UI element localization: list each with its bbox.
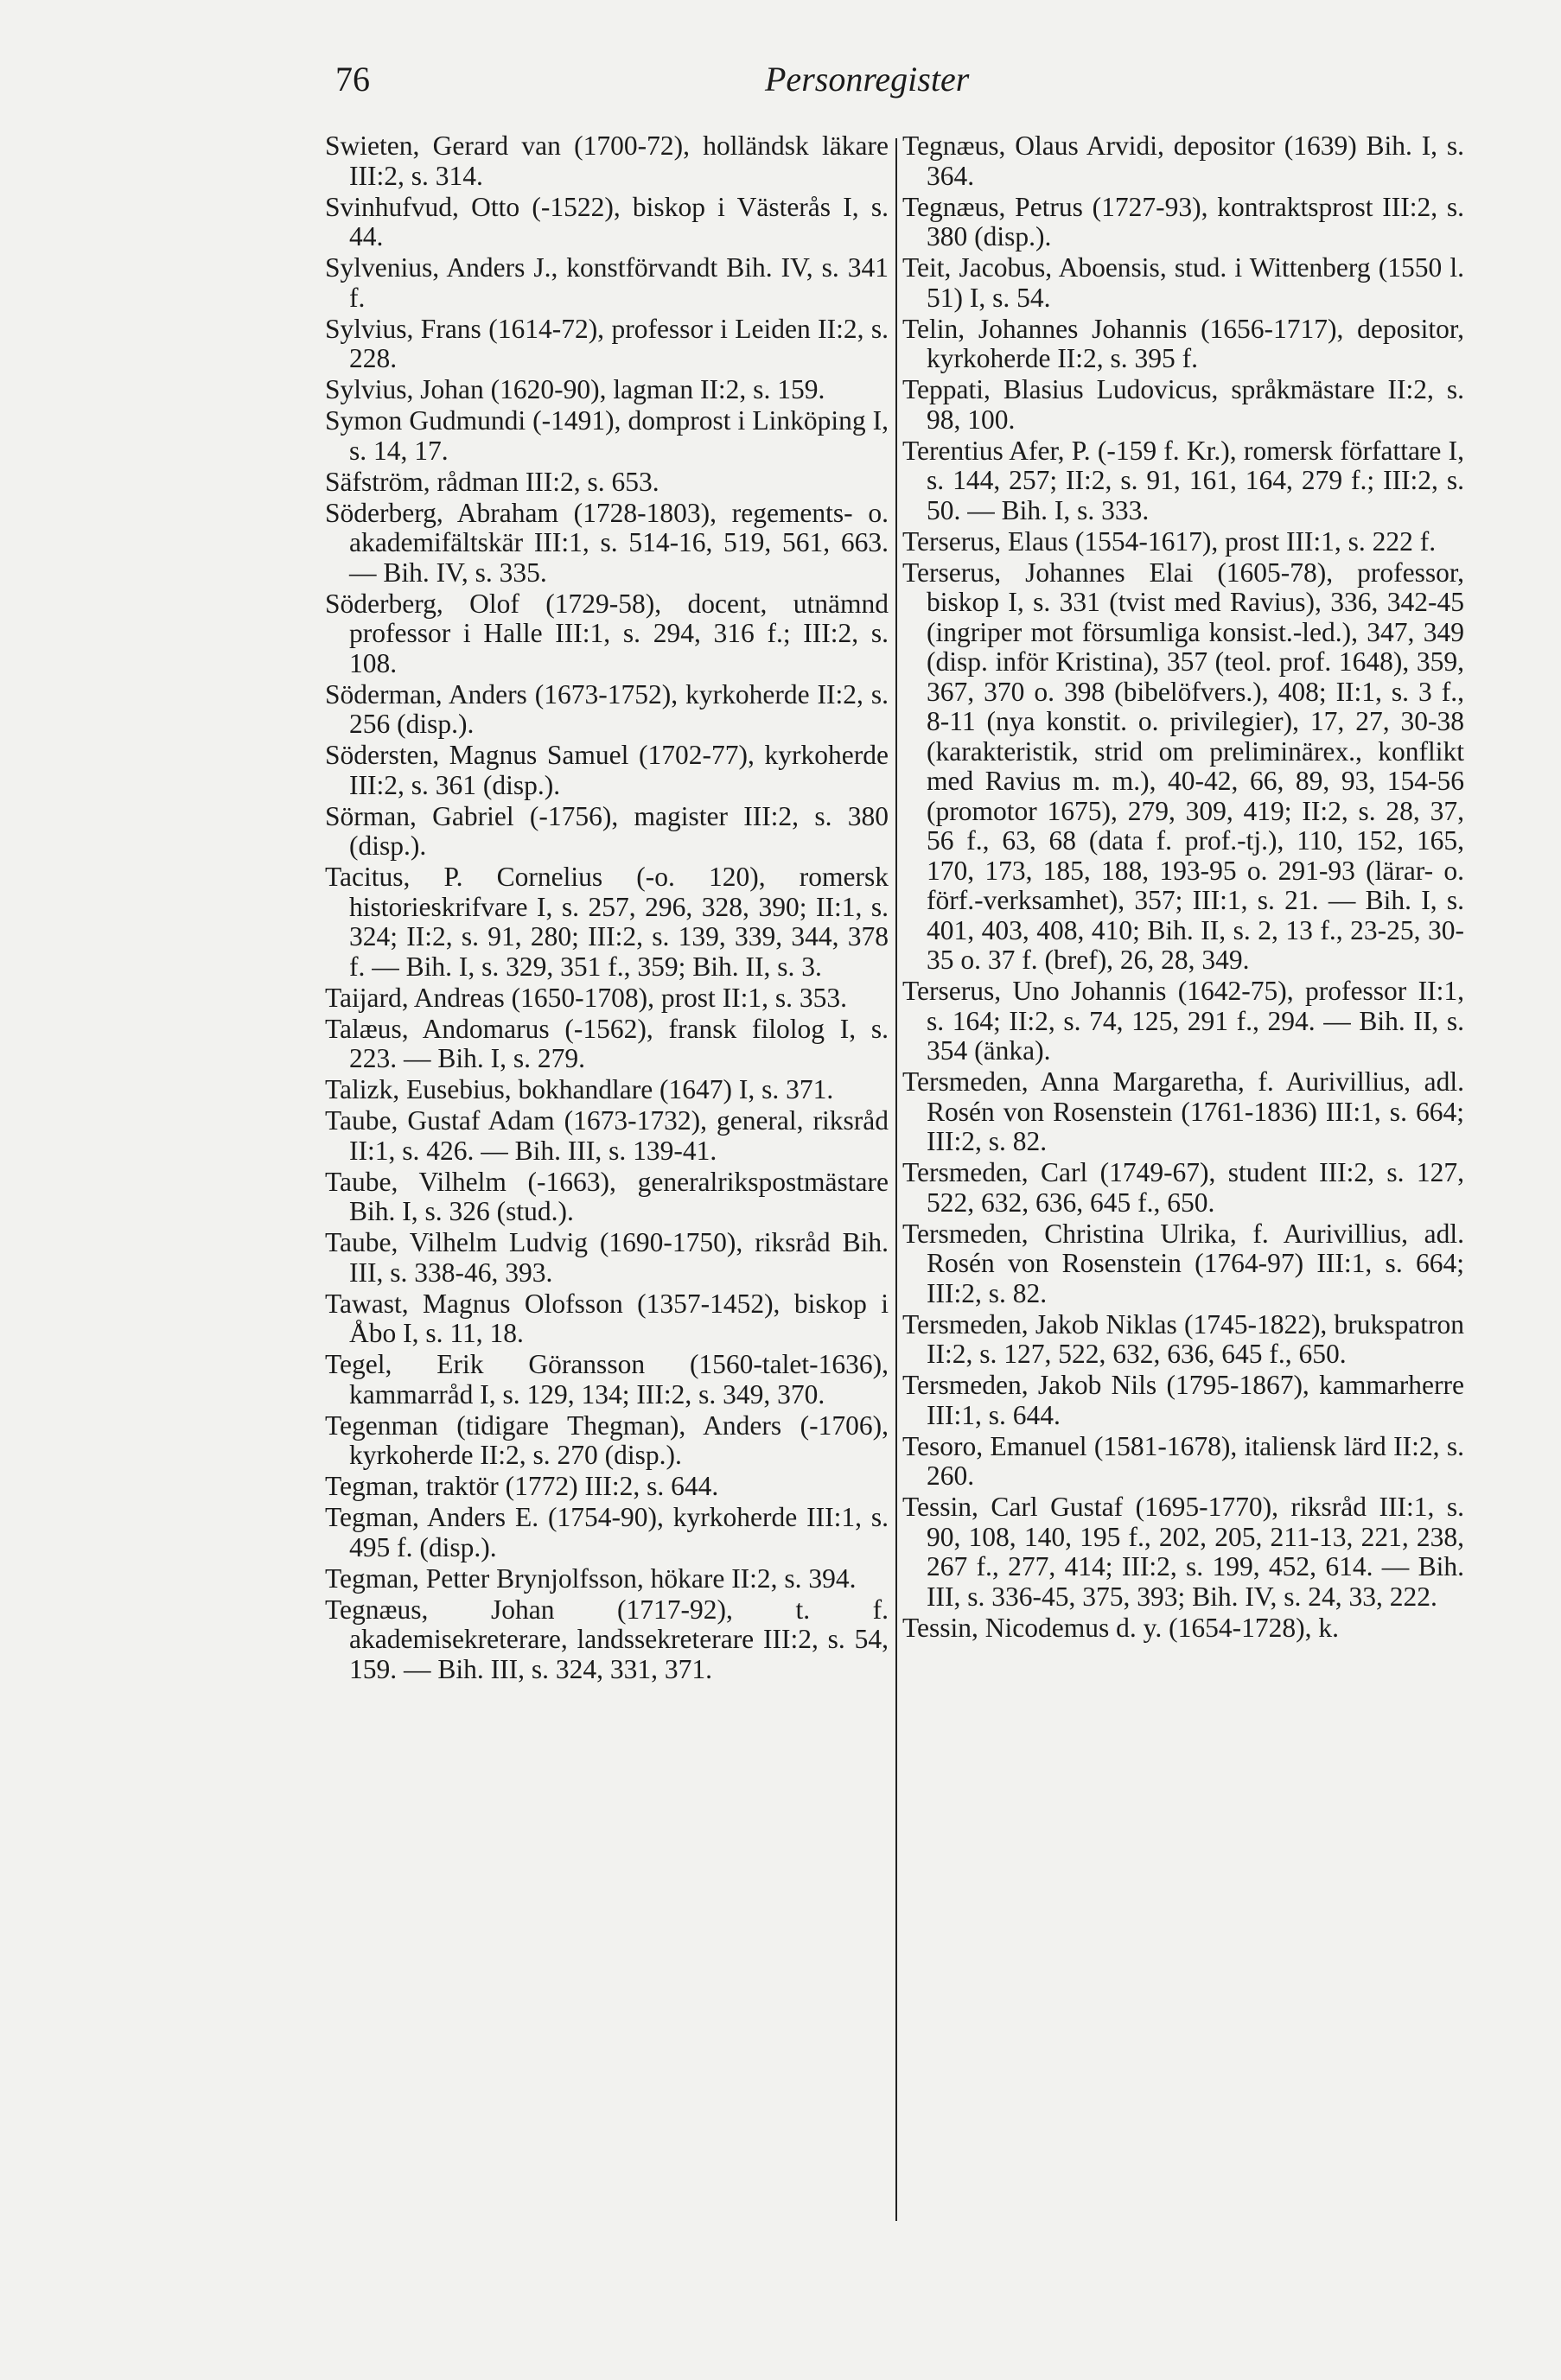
- register-entry: Södersten, Magnus Samuel (1702-77), kyrkoherde III:2, s. 361 (disp.).: [325, 740, 889, 800]
- register-entry: Söderberg, Abraham (1728-1803), regements- o. akademifältskär III:1, s. 514-16, 519, 561, 663. — Bih. IV, s. 335.: [325, 497, 889, 588]
- register-entry: Tersmeden, Jakob Niklas (1745-1822), brukspatron II:2, s. 127, 522, 632, 636, 645 f., 650.: [902, 1308, 1464, 1369]
- register-entry: Taube, Gustaf Adam (1673-1732), general, riksråd II:1, s. 426. — Bih. III, s. 139-41.: [325, 1105, 889, 1166]
- register-entry: Tersmeden, Carl (1749-67), student III:2, s. 127, 522, 632, 636, 645 f., 650.: [902, 1157, 1464, 1218]
- page-number: 76: [335, 60, 370, 99]
- register-entry: Sylvius, Johan (1620-90), lagman II:2, s. 159.: [325, 374, 825, 404]
- register-entry: Tegman, Petter Brynjolfsson, hökare II:2, s. 394.: [325, 1562, 857, 1594]
- register-entry: Svinhufvud, Otto (-1522), biskop i Västerås I, s. 44.: [325, 191, 889, 251]
- register-entry: Swieten, Gerard van (1700-72), holländsk läkare III:2, s. 314.: [325, 130, 889, 191]
- register-entry: Söderman, Anders (1673-1752), kyrkoherde II:2, s. 256 (disp.).: [325, 678, 889, 739]
- register-entry: Tegnæus, Olaus Arvidi, depositor (1639) Bih. I, s. 364.: [902, 130, 1464, 191]
- register-entry: Taube, Vilhelm Ludvig (1690-1750), riksråd Bih. III, s. 338-46, 393.: [325, 1227, 889, 1288]
- register-entry: Tessin, Carl Gustaf (1695-1770), riksråd III:1, s. 90, 108, 140, 195 f., 202, 205, 211-13, 221, 238, 267 f., 277, 414; III:2, s. 199, 452, 614. — Bih. III, s. 336-45, 375, 393; Bih. IV, s. 24, 33, 222.: [902, 1492, 1464, 1612]
- register-entry: Sörman, Gabriel (-1756), magister III:2, s. 380 (disp.).: [325, 800, 889, 861]
- register-entry: Talizk, Eusebius, bokhandlare (1647) I, s. 371.: [325, 1074, 834, 1104]
- register-entry: Tawast, Magnus Olofsson (1357-1452), biskop i Åbo I, s. 11, 18.: [325, 1288, 889, 1348]
- register-entry: Tegman, Anders E. (1754-90), kyrkoherde III:1, s. 495 f. (disp.).: [325, 1502, 889, 1562]
- register-entry: Teit, Jacobus, Aboensis, stud. i Wittenberg (1550 l. 51) I, s. 54.: [902, 252, 1464, 313]
- register-entry: Tacitus, P. Cornelius (-o. 120), romersk historieskrifvare I, s. 257, 296, 328, 390; II:1, s. 324; II:2, s. 91, 280; III:2, s. 139, 339, 344, 378 f. — Bih. I, s. 329, 351 f., 359; Bih. II, s. 3.: [325, 862, 889, 982]
- register-entry: Terserus, Elaus (1554-1617), prost III:1, s. 222 f.: [902, 525, 1437, 557]
- register-entry: Terentius Afer, P. (-159 f. Kr.), romersk författare I, s. 144, 257; II:2, s. 91, 161, 164, 279 f.; III:2, s. 50. — Bih. I, s. 333.: [902, 435, 1464, 525]
- register-entry: Sylvius, Frans (1614-72), professor i Leiden II:2, s. 228.: [325, 313, 889, 373]
- register-entry: Tegman, traktör (1772) III:2, s. 644.: [325, 1471, 719, 1501]
- register-entry: Tegel, Erik Göransson (1560-talet-1636), kammarråd I, s. 129, 134; III:2, s. 349, 370.: [325, 1349, 889, 1410]
- register-entry: Telin, Johannes Johannis (1656-1717), depositor, kyrkoherde II:2, s. 395 f.: [902, 313, 1464, 373]
- register-entry: Terserus, Uno Johannis (1642-75), professor II:1, s. 164; II:2, s. 74, 125, 291 f., 294. — Bih. II, s. 354 (änka).: [902, 976, 1464, 1066]
- register-entry: Tersmeden, Christina Ulrika, f. Aurivillius, adl. Rosén von Rosenstein (1764-97) III:1, s. 664; III:2, s. 82.: [902, 1218, 1464, 1308]
- register-entry: Tersmeden, Jakob Nils (1795-1867), kammarherre III:1, s. 644.: [902, 1370, 1464, 1430]
- running-title: Personregister: [765, 60, 970, 99]
- register-entry: Tegnæus, Petrus (1727-93), kontraktsprost III:2, s. 380 (disp.).: [902, 191, 1464, 251]
- register-entry: Taube, Vilhelm (-1663), generalrikspostmästare Bih. I, s. 326 (stud.).: [325, 1166, 889, 1226]
- register-entry: Tessin, Nicodemus d. y. (1654-1728), k.: [902, 1612, 1339, 1643]
- register-entry: Tegenman (tidigare Thegman), Anders (-1706), kyrkoherde II:2, s. 270 (disp.).: [325, 1410, 889, 1470]
- register-entry: Tesoro, Emanuel (1581-1678), italiensk lärd II:2, s. 260.: [902, 1430, 1464, 1491]
- register-entry: Tersmeden, Anna Margaretha, f. Aurivillius, adl. Rosén von Rosenstein (1761-1836) III:1, s. 664; III:2, s. 82.: [902, 1066, 1464, 1156]
- register-entry: Sylvenius, Anders J., konstförvandt Bih. IV, s. 341 f.: [325, 252, 889, 313]
- register-entry: Säfström, rådman III:2, s. 653.: [325, 466, 659, 497]
- register-entry: Talæus, Andomarus (-1562), fransk filolog I, s. 223. — Bih. I, s. 279.: [325, 1013, 889, 1073]
- register-entry: Söderberg, Olof (1729-58), docent, utnämnd professor i Halle III:1, s. 294, 316 f.; III:2, s. 108.: [325, 588, 889, 678]
- register-entry: Terserus, Johannes Elai (1605-78), professor, biskop I, s. 331 (tvist med Ravius), 336, 342-45 (ingriper mot försumliga konsist.-led.), 347, 349 (disp. inför Kristina), 357 (teol. prof. 1648), 359, 367, 370 o. 398 (bibelöfvers.), 408; II:1, s. 3 f., 8-11 (nya konstit. o. privilegier), 17, 27, 30-38 (karakteristik, strid om preliminärex., konflikt med Ravius m. m.), 40-42, 66, 89, 93, 154-56 (promotor 1675), 279, 309, 419; II:2, s. 28, 37, 56 f., 63, 68 (data f. prof.-tj.), 110, 152, 165, 170, 173, 185, 188, 193-95 o. 291-93 (lärar- o. förf.-verksamhet), 357; III:1, s. 21. — Bih. I, s. 401, 403, 408, 410; Bih. II, s. 2, 13 f., 23-25, 30-35 o. 37 f. (bref), 26, 28, 349.: [902, 557, 1464, 975]
- right-column: [902, 131, 1464, 1645]
- left-column: [325, 131, 889, 1686]
- register-entry: Tegnæus, Johan (1717-92), t. f. akademisekreterare, landssekreterare III:2, s. 54, 159. — Bih. III, s. 324, 331, 371.: [325, 1594, 889, 1684]
- register-entry: Symon Gudmundi (-1491), domprost i Linköping I, s. 14, 17.: [325, 405, 889, 466]
- column-rule: [895, 138, 897, 2221]
- register-entry: Taijard, Andreas (1650-1708), prost II:1, s. 353.: [325, 982, 848, 1013]
- register-entry: Teppati, Blasius Ludovicus, språkmästare II:2, s. 98, 100.: [902, 374, 1464, 435]
